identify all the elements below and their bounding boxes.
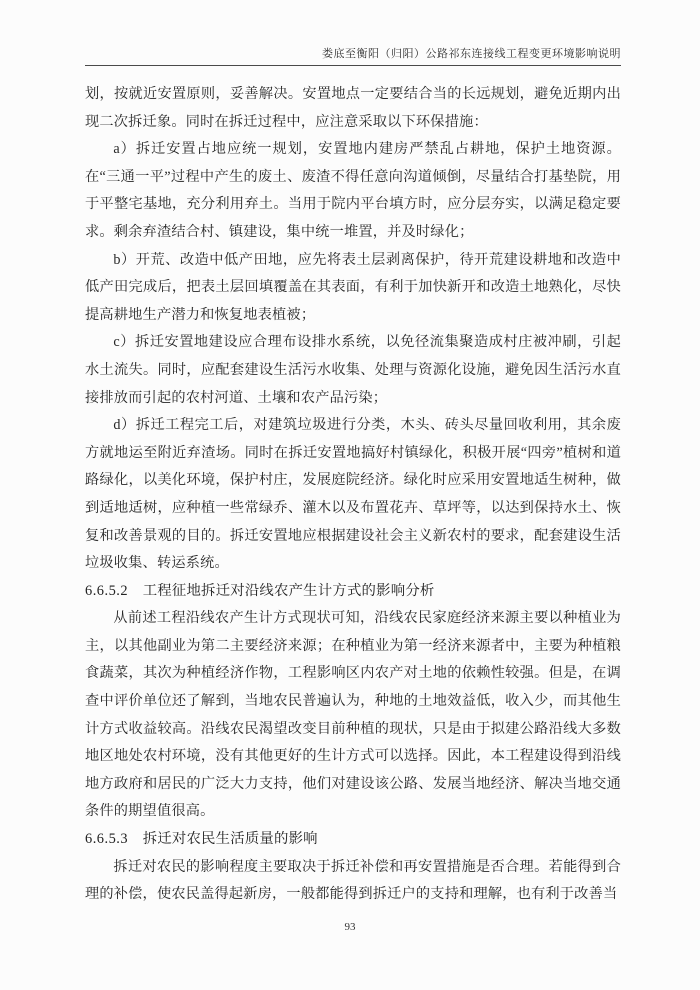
document-body bbox=[85, 81, 621, 909]
page-footer bbox=[0, 921, 700, 933]
paragraph-continuation: 划，按就近安置原则，妥善解决。安置地点一定要结合当的长远规划，避免近期内出现二次拆迁象。同时在拆迁过程中，应注意采取以下环保措施： bbox=[85, 86, 621, 130]
header-title: 娄底至衡阳（归阳）公路祁东连接线工程变更环境影响说明 bbox=[322, 48, 621, 60]
page-number: 93 bbox=[344, 921, 356, 933]
paragraph-relocation-quality: 拆迁对农民的影响程度主要取决于拆迁补偿和再安置措施是否合理。若能得到合理的补偿，使农民盖得起新房，一般都能得到拆迁户的支持和理解，也有利于改善当 bbox=[85, 858, 621, 903]
paragraph-item-a: a）拆迁安置占地应统一规划，安置地内建房严禁乱占耕地，保护土地资源。在“三通一平”过程中产生的废土、废渣不得任意向沟道倾倒，尽量结合打基垫院，用于平整宅基地，充分利用弃土。当用于院内平台填方时，应分层夯实，以满足稳定要求。剩余弃渣结合村、镇建设，集中统一堆置，并及时绿化； bbox=[85, 141, 621, 240]
page-header bbox=[85, 47, 621, 66]
section-number: 6.6.5.2 bbox=[85, 582, 129, 599]
section-title: 拆迁对农民生活质量的影响 bbox=[142, 831, 318, 848]
paragraph-item-b: b）开荒、改造中低产田地，应先将表土层剥离保护，待开荒建设耕地和改造中低产田完成后，把表土层回填覆盖在其表面，有利于加快新开和改造土地熟化，尽快提高耕地生产潜力和恢复地表植被； bbox=[85, 251, 621, 323]
paragraph-livelihood-analysis: 从前述工程沿线农产生计方式现状可知，沿线农民家庭经济来源主要以种植业为主，以其他副业为第二主要经济来源；在种植业为第一经济来源者中，主要为种植粮食蔬菜，其次为种植经济作物，工程影响区内农产对土地的依赖性较强。但是，在调查中评价单位还了解到，当地农民普遍认为，种地的土地效益低，收入少，而其他生计方式收益较高。沿线农民渴望改变目前种植的现状，只是由于拟建公路沿线大多数地区地处农村环境，没有其他更好的生计方式可以选择。因此，本工程建设得到沿线地方政府和居民的广泛大力支持，他们对建设该公路、发展当地经济、解决当地交通条件的期望值很高。 bbox=[85, 610, 621, 820]
section-heading-6-6-5-2 bbox=[85, 578, 621, 606]
section-number: 6.6.5.3 bbox=[85, 831, 129, 848]
section-heading-6-6-5-3 bbox=[85, 826, 621, 854]
section-title: 工程征地拆迁对沿线农产生计方式的影响分析 bbox=[142, 582, 435, 599]
paragraph-item-d: d）拆迁工程完工后，对建筑垃圾进行分类，木头、砖头尽量回收利用，其余废方就地运至附近弃渣场。同时在拆迁安置地搞好村镇绿化，积极开展“四旁”植树和道路绿化，以美化环境，保护村庄，发展庭院经济。绿化时应采用安置地适生树种，做到适地适树，应种植一些常绿乔、灌木以及布置花卉、草坪等，以达到保持水土、恢复和改善景观的目的。拆迁安置地应根据建设社会主义新农村的要求，配套建设生活垃圾收集、转运系统。 bbox=[85, 417, 621, 572]
paragraph-item-c: c）拆迁安置地建设应合理布设排水系统，以免径流集聚造成村庄被冲刷，引起水土流失。同时，应配套建设生活污水收集、处理与资源化设施，避免因生活污水直接排放而引起的农村河道、土壤和农产品污染； bbox=[85, 334, 621, 406]
